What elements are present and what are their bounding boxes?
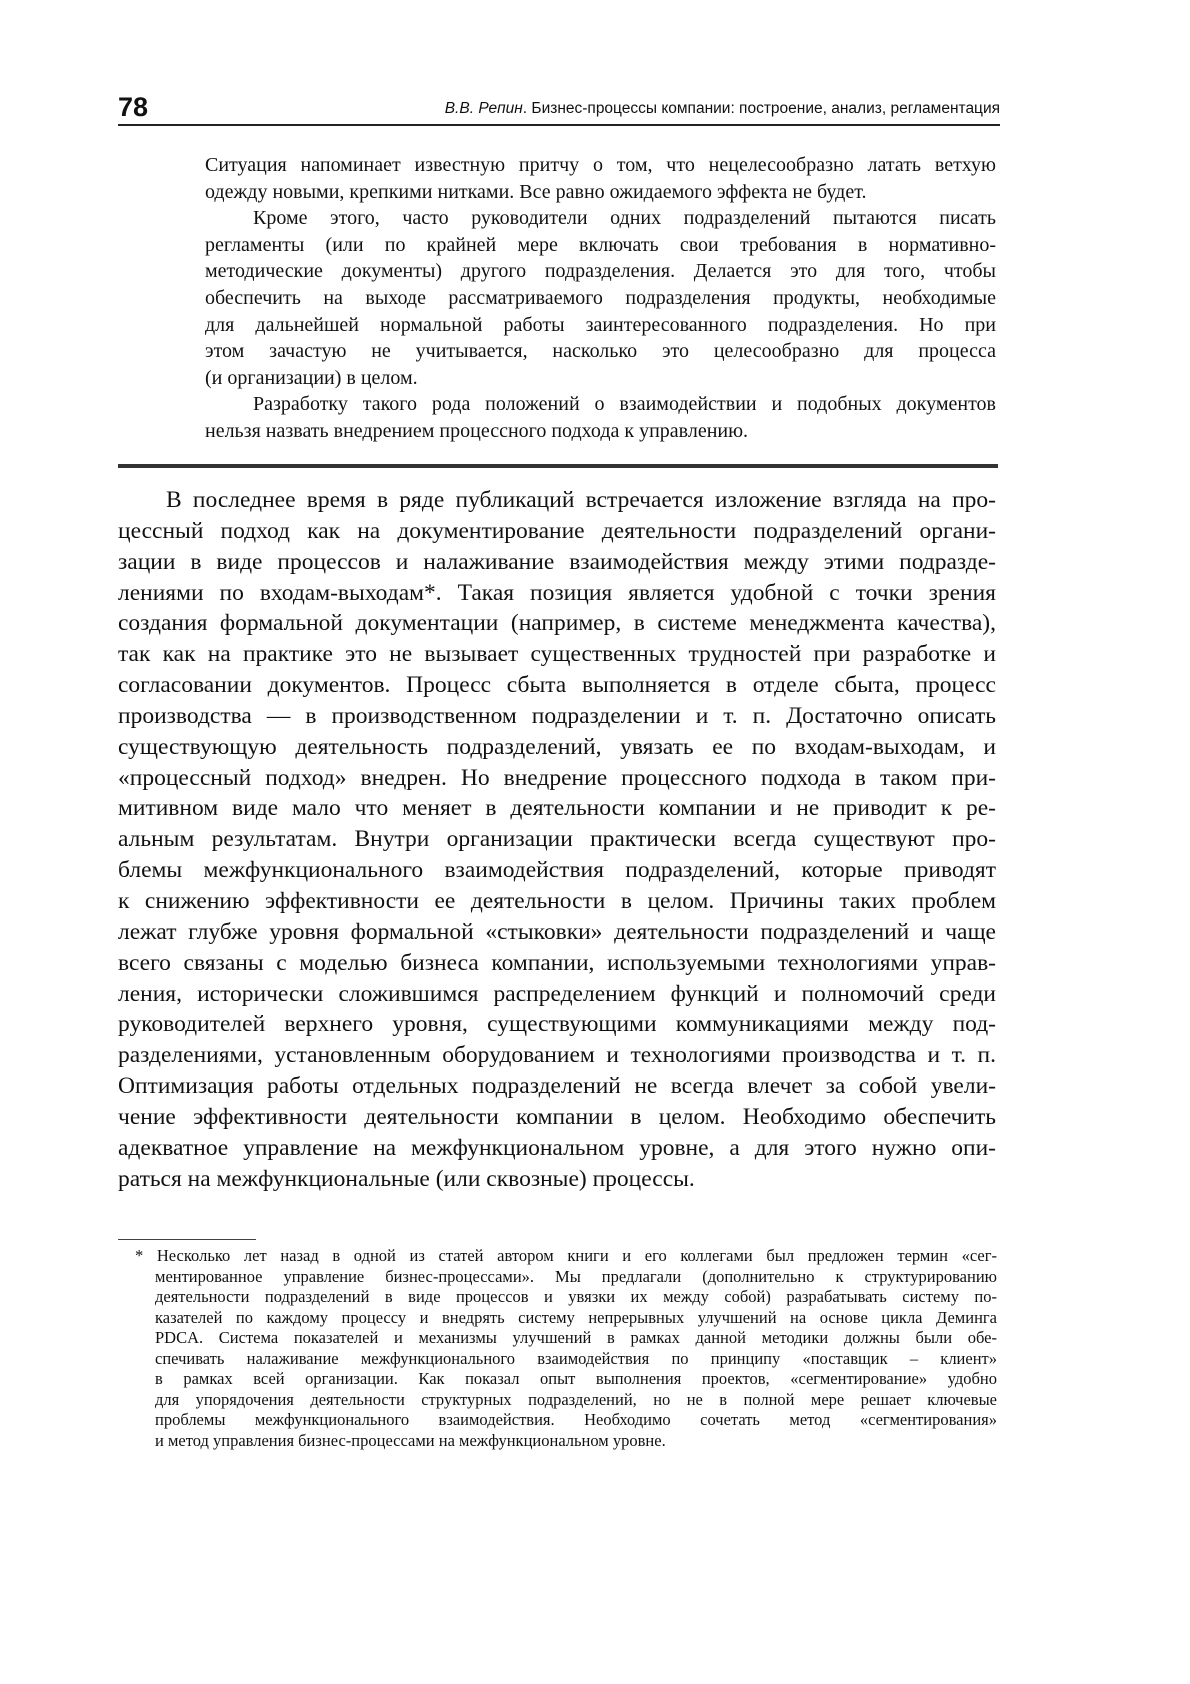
footnote — [135, 1246, 997, 1451]
text-line: спечивать налаживание межфункционального взаимодействия по принципу «поставщик – клиент» — [155, 1348, 997, 1368]
text-line: методические документы) другого подразделения. Делается это для того, чтобы — [205, 260, 996, 283]
text-line: Кроме этого, часто руководители одних подразделений пытаются писать — [253, 207, 996, 230]
text-line: производства — в производственном подразделении и т. п. Достаточно описать — [118, 702, 996, 729]
author-name: В.В. Репин — [444, 100, 523, 117]
text-line: В последнее время в ряде публикаций встречается изложение взгляда на про- — [166, 487, 996, 513]
boxed-sidebar-text — [205, 152, 996, 445]
text-line: (и организации) в целом. — [205, 366, 418, 389]
footnote-divider — [118, 1239, 256, 1240]
text-line: всего связаны с моделью бизнеса компании, используемыми технологиями управ- — [118, 949, 996, 976]
text-line: чение эффективности деятельности компании в целом. Необходимо обеспечить — [118, 1103, 996, 1130]
text-line: руководителей верхнего уровня, существующими коммуникациями между под- — [118, 1011, 996, 1038]
text-line: митивном виде мало что меняет в деятельности компании и не приводит к ре- — [118, 795, 996, 822]
section-divider — [118, 464, 998, 468]
text-line: нельзя назвать внедрением процессного подхода к управлению. — [205, 419, 749, 442]
text-line: так как на практике это не вызывает существенных трудностей при разработке и — [118, 641, 996, 668]
text-line: казателей по каждому процессу и внедрять систему непрерывных улучшений на основе цикла Деминга — [155, 1307, 997, 1327]
text-line: раться на межфункциональные (или сквозные) процессы. — [118, 1165, 695, 1192]
text-line: PDCA. Система показателей и механизмы улучшений в рамках данной методики должны были обе- — [155, 1328, 997, 1347]
text-line: альным результатам. Внутри организации практически всегда существуют про- — [118, 826, 996, 853]
text-line: ментированное управление бизнес-процессами». Мы предлагали (дополнительно к структурированию — [155, 1266, 997, 1286]
book-title: . Бизнес-процессы компании: построение, анализ, регламентация — [522, 100, 1000, 117]
text-line: разделениями, установленным оборудованием и технологиями производства и т. п. — [118, 1042, 996, 1069]
text-line: деятельности подразделений в виде процессов и увязки их между собой) разрабатывать систему по- — [155, 1287, 997, 1306]
text-line: «процессный подход» внедрен. Но внедрение процессного подхода в таком при- — [118, 764, 996, 791]
text-line: для дальнейшей нормальной работы заинтересованного подразделения. Но при — [205, 313, 996, 336]
text-line: одежду новыми, крепкими нитками. Все равно ожидаемого эффекта не будет. — [205, 180, 867, 203]
text-line: лениями по входам-выходам*. Такая позиция является удобной с точки зрения — [118, 579, 996, 606]
text-line: этом зачастую не учитывается, насколько это целесообразно для процесса — [205, 340, 996, 363]
text-line: для упорядочения деятельности структурных подразделений, но не в полной мере решает ключевые — [155, 1389, 997, 1409]
text-line: регламенты (или по крайней мере включать свои требования в нормативно- — [205, 233, 996, 256]
text-line: цессный подход как на документирование деятельности подразделений органи- — [118, 517, 996, 544]
main-paragraph — [118, 485, 996, 1194]
running-header — [118, 94, 1000, 126]
text-line: Ситуация напоминает известную притчу о том, что нецелесообразно латать ветхую — [205, 154, 996, 176]
text-line: создания формальной документации (например, в системе менеджмента качества), — [118, 610, 996, 637]
text-line: зации в виде процессов и налаживание взаимодействия между этими подразде- — [118, 548, 996, 575]
text-line: проблемы межфункционального взаимодействия. Необходимо сочетать метод «сегментирования» — [155, 1410, 997, 1429]
text-line: и метод управления бизнес-процессами на межфункциональном уровне. — [155, 1430, 666, 1450]
text-line: существующую деятельность подразделений, увязать ее по входам-выходам, и — [118, 733, 996, 760]
text-line: лежат глубже уровня формальной «стыковки» деятельности подразделений и чаще — [118, 918, 996, 945]
text-line: адекватное управление на межфункциональном уровне, а для этого нужно опи- — [118, 1134, 996, 1161]
text-line: обеспечить на выходе рассматриваемого подразделения продукты, необходимые — [205, 286, 996, 309]
text-line: блемы межфункционального взаимодействия подразделений, которые приводят — [118, 857, 996, 884]
running-title — [445, 100, 1000, 118]
text-line: к снижению эффективности ее деятельности в целом. Причины таких проблем — [118, 887, 996, 914]
text-line: Разработку такого рода положений о взаимодействии и подобных документов — [253, 393, 996, 416]
text-line: согласовании документов. Процесс сбыта выполняется в отделе сбыта, процесс — [118, 672, 996, 699]
text-line: * Несколько лет назад в одной из статей автором книги и его коллегами был предложен термин «сег- — [135, 1246, 997, 1265]
page-number: 78 — [118, 92, 149, 122]
text-line: Оптимизация работы отдельных подразделений не всегда влечет за собой увели- — [118, 1073, 996, 1100]
text-line: в рамках всей организации. Как показал опыт выполнения проектов, «сегментирование» удобно — [155, 1369, 997, 1388]
text-line: ления, исторически сложившимся распределением функций и полномочий среди — [118, 980, 996, 1007]
